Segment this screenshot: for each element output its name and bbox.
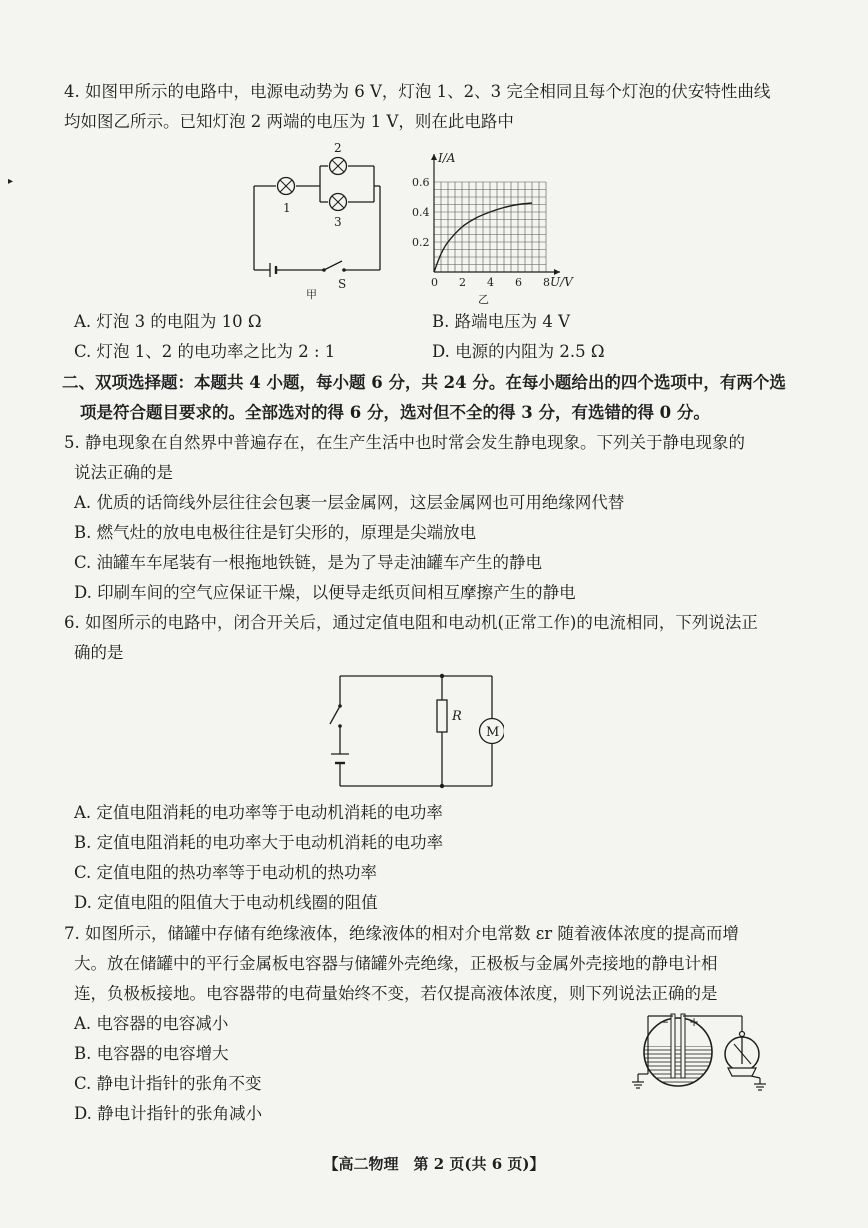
positive-plate	[681, 1014, 685, 1078]
margin-mark: ▸	[8, 176, 14, 187]
section-2-instructions-line1: 二、双项选择题：本题共 4 小题，每小题 6 分，共 24 分。在每小题给出的四个选项中，有两个选	[62, 373, 786, 392]
q4-option-c[interactable]: C. 灯泡 1、2 的电功率之比为 2 : 1	[74, 342, 336, 361]
q7-tank-electroscope-figure	[630, 1012, 790, 1096]
q7-option-d[interactable]: D. 静电计指针的张角减小	[74, 1104, 263, 1123]
q7-stem-line1: 7. 如图所示，储罐中存储有绝缘液体，绝缘液体的相对介电常数 εr 随着液体浓度的提高而增	[64, 924, 739, 943]
section-2-instructions-line2: 项是符合题目要求的。全部选对的得 6 分，选对但不全的得 3 分，有选错的得 0 分。	[80, 403, 710, 422]
x-tick-label: 0	[431, 276, 438, 289]
lamp-1-label: 1	[283, 201, 291, 215]
q4-option-d[interactable]: D. 电源的内阻为 2.5 Ω	[432, 342, 605, 361]
y-tick-label: 0.4	[412, 206, 430, 219]
x-axis-label: U/V	[550, 275, 573, 289]
positive-sign: +	[689, 1015, 700, 1029]
lamp-3-icon	[330, 194, 347, 211]
figure-a-caption: 甲	[306, 288, 317, 300]
q5-stem-line1: 5. 静电现象在自然界中普遍存在，在生产生活中也时常会发生静电现象。下列关于静电现象的	[64, 433, 745, 452]
y-tick-label: 0.6	[412, 176, 430, 189]
q4-stem-line2: 均如图乙所示。已知灯泡 2 两端的电压为 1 V，则在此电路中	[64, 112, 514, 131]
q7-stem-line3: 连，负极板接地。电容器带的电荷量始终不变，若仅提高液体浓度，则下列说法正确的是	[74, 984, 718, 1003]
q6-option-d[interactable]: D. 定值电阻的阻值大于电动机线圈的阻值	[74, 893, 378, 912]
q5-option-d[interactable]: D. 印刷车间的空气应保证干燥，以便导走纸页间相互摩擦产生的静电	[74, 583, 576, 602]
chart-grid	[434, 182, 546, 272]
switch-blade	[324, 261, 342, 270]
q6-stem-line1: 6. 如图所示的电路中，闭合开关后，通过定值电阻和电动机(正常工作)的电流相同，下列说法正	[64, 613, 758, 632]
y-axis-arrow-icon	[431, 154, 437, 160]
y-tick-label: 0.2	[412, 236, 430, 249]
q5-option-a[interactable]: A. 优质的话筒线外层往往会包裹一层金属网，这层金属网也可用绝缘网代替	[74, 493, 625, 512]
q5-option-b[interactable]: B. 燃气灶的放电电极往往是钉尖形的，原理是尖端放电	[74, 523, 477, 542]
q5-stem-line2: 说法正确的是	[74, 463, 173, 482]
q6-stem-line2: 确的是	[74, 643, 124, 662]
q7-option-c[interactable]: C. 静电计指针的张角不变	[74, 1074, 262, 1093]
x-tick-label: 6	[515, 276, 522, 289]
figure-b-caption: 乙	[478, 293, 489, 306]
electroscope-icon	[725, 1032, 759, 1077]
lamp-1-icon	[278, 178, 295, 195]
q4-iv-chart	[410, 146, 580, 308]
q7-option-a[interactable]: A. 电容器的电容减小	[74, 1014, 229, 1033]
lamp-3-label: 3	[334, 215, 342, 229]
lamp-2-label: 2	[334, 141, 342, 155]
q7-option-b[interactable]: B. 电容器的电容增大	[74, 1044, 229, 1063]
motor-label: M	[486, 725, 500, 740]
q6-option-b[interactable]: B. 定值电阻消耗的电功率大于电动机消耗的电功率	[74, 833, 444, 852]
negative-plate	[671, 1014, 675, 1078]
switch-label: S	[338, 277, 347, 291]
negative-sign: −	[659, 1015, 670, 1029]
q4-option-b[interactable]: B. 路端电压为 4 V	[432, 312, 571, 331]
tank-ground-icon	[632, 1074, 644, 1088]
q4-stem-line1: 4. 如图甲所示的电路中，电源电动势为 6 V，灯泡 1、2、3 完全相同且每个灯泡的伏安特性曲线	[64, 82, 771, 101]
lamp-2-icon	[330, 158, 347, 175]
q5-option-c[interactable]: C. 油罐车车尾装有一根拖地铁链，是为了导走油罐车产生的静电	[74, 553, 543, 572]
resistor-icon	[437, 700, 447, 732]
q6-circuit-figure	[324, 668, 504, 794]
x-tick-label: 8	[543, 276, 550, 289]
x-tick-label: 4	[487, 276, 494, 289]
page-footer: 【高二物理 第 2 页(共 6 页)】	[323, 1155, 545, 1173]
q7-stem-line2: 大。放在储罐中的平行金属板电容器与储罐外壳绝缘，正极板与金属外壳接地的静电计相	[74, 954, 718, 973]
electroscope-ground-icon	[754, 1084, 766, 1090]
q4-circuit-figure	[240, 140, 390, 300]
x-tick-label: 2	[459, 276, 466, 289]
q6-switch-blade	[330, 706, 340, 724]
y-axis-label: I/A	[438, 151, 456, 165]
q6-option-c[interactable]: C. 定值电阻的热功率等于电动机的热功率	[74, 863, 378, 882]
q4-option-a[interactable]: A. 灯泡 3 的电阻为 10 Ω	[74, 312, 262, 331]
q6-option-a[interactable]: A. 定值电阻消耗的电功率等于电动机消耗的电功率	[74, 803, 443, 822]
resistor-label: R	[452, 709, 462, 724]
